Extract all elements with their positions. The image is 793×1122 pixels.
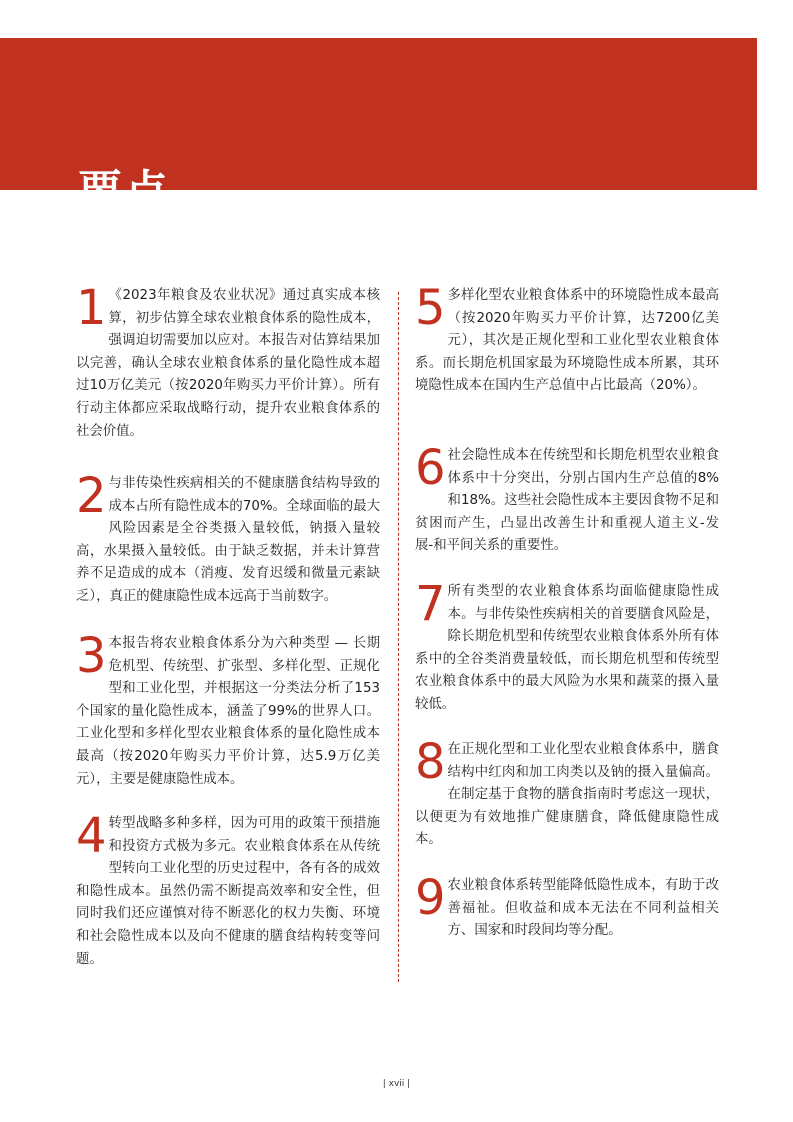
- key-point-9: [415, 870, 719, 943]
- key-point-3: [76, 628, 380, 813]
- point-text: 与非传染性疾病相关的不健康膳食结构导致的成本占所有隐性成本的70%。全球面临的最大风险因素是全谷类摄入量较低，钠摄入量较高，水果摄入量较低。由于缺乏数据，并未计算营养不足造成的成本（消瘦、发育迟缓和微量元素缺乏），真正的健康隐性成本远高于当前数字。: [76, 476, 380, 604]
- key-point-1: [76, 280, 380, 473]
- point-text: 所有类型的农业粮食体系均面临健康隐性成本。与非传染性疾病相关的首要膳食风险是，除长期危机型和传统型农业粮食体系外所有体系中的全谷类消费量较低，而长期危机型和传统型农业粮食体系中的最大风险为水果和蔬菜的摄入量较低。: [415, 584, 719, 712]
- key-point-5: [415, 280, 719, 445]
- point-number: 4: [76, 808, 107, 864]
- point-number: 1: [76, 280, 107, 336]
- point-text: 《2023年粮食及农业状况》通过真实成本核算，初步估算全球农业粮食体系的隐性成本，强调迫切需要加以应对。本报告对估算结果加以完善，确认全球农业粮食体系的量化隐性成本超过10万亿美元（按2020年购买力平价计算）。所有行动主体都应采取战略行动，提升农业粮食体系的社会价值。: [76, 288, 380, 439]
- page-title: 要点: [78, 166, 170, 217]
- point-number: 3: [76, 628, 107, 684]
- column-divider: [398, 292, 399, 982]
- point-number: 5: [415, 280, 446, 336]
- key-point-8: [415, 734, 719, 875]
- point-number: 6: [415, 440, 446, 496]
- point-text: 本报告将农业粮食体系分为六种类型 — 长期危机型、传统型、扩张型、多样化型、正规化型和工业化型，并根据这一分类法分析了153个国家的量化隐性成本，涵盖了99%的世界人口。工业化型和多样化型农业粮食体系的量化隐性成本最高（按2020年购买力平价计算，达5.9万亿美元），主要是健康隐性成本。: [76, 636, 380, 787]
- key-point-7: [415, 576, 719, 739]
- point-number: 9: [415, 870, 446, 926]
- key-point-2: [76, 468, 380, 633]
- right-column: [415, 280, 719, 943]
- point-number: 8: [415, 734, 446, 790]
- page-number: | xvii |: [382, 1079, 411, 1089]
- point-text: 农业粮食体系转型能降低隐性成本，有助于改善福祉。但收益和成本无法在不同利益相关方、国家和时段间均等分配。: [447, 878, 719, 939]
- key-point-4: [76, 808, 380, 971]
- header-banner: [0, 38, 757, 217]
- point-text: 转型战略多种多样，因为可用的政策干预措施和投资方式极为多元。农业粮食体系在从传统型转向工业化型的历史过程中，各有各的成效和隐性成本。虽然仍需不断提高效率和安全性，但同时我们还应谨慎对待不断恶化的权力失衡、环境和社会隐性成本以及向不健康的膳食结构转变等问题。: [76, 816, 380, 967]
- left-column: [76, 280, 380, 971]
- point-text: 在正规化型和工业化型农业粮食体系中，膳食结构中红肉和加工肉类以及钠的摄入量偏高。在制定基于食物的膳食指南时考虑这一现状，以便更为有效地推广健康膳食，降低健康隐性成本。: [415, 742, 719, 848]
- point-text: 多样化型农业粮食体系中的环境隐性成本最高（按2020年购买力平价计算，达7200亿美元），其次是正规化型和工业化型农业粮食体系。而长期危机国家最为环境隐性成本所累，其环境隐性成本在国内生产总值中占比最高（20%）。: [415, 288, 719, 394]
- key-point-6: [415, 440, 719, 581]
- point-text: 社会隐性成本在传统型和长期危机型农业粮食体系中十分突出，分别占国内生产总值的8%和18%。这些社会隐性成本主要因食物不足和贫困而产生，凸显出改善生计和重视人道主义-发展-和平间关系的重要性。: [415, 448, 719, 554]
- point-number: 2: [76, 468, 107, 524]
- point-number: 7: [415, 576, 446, 632]
